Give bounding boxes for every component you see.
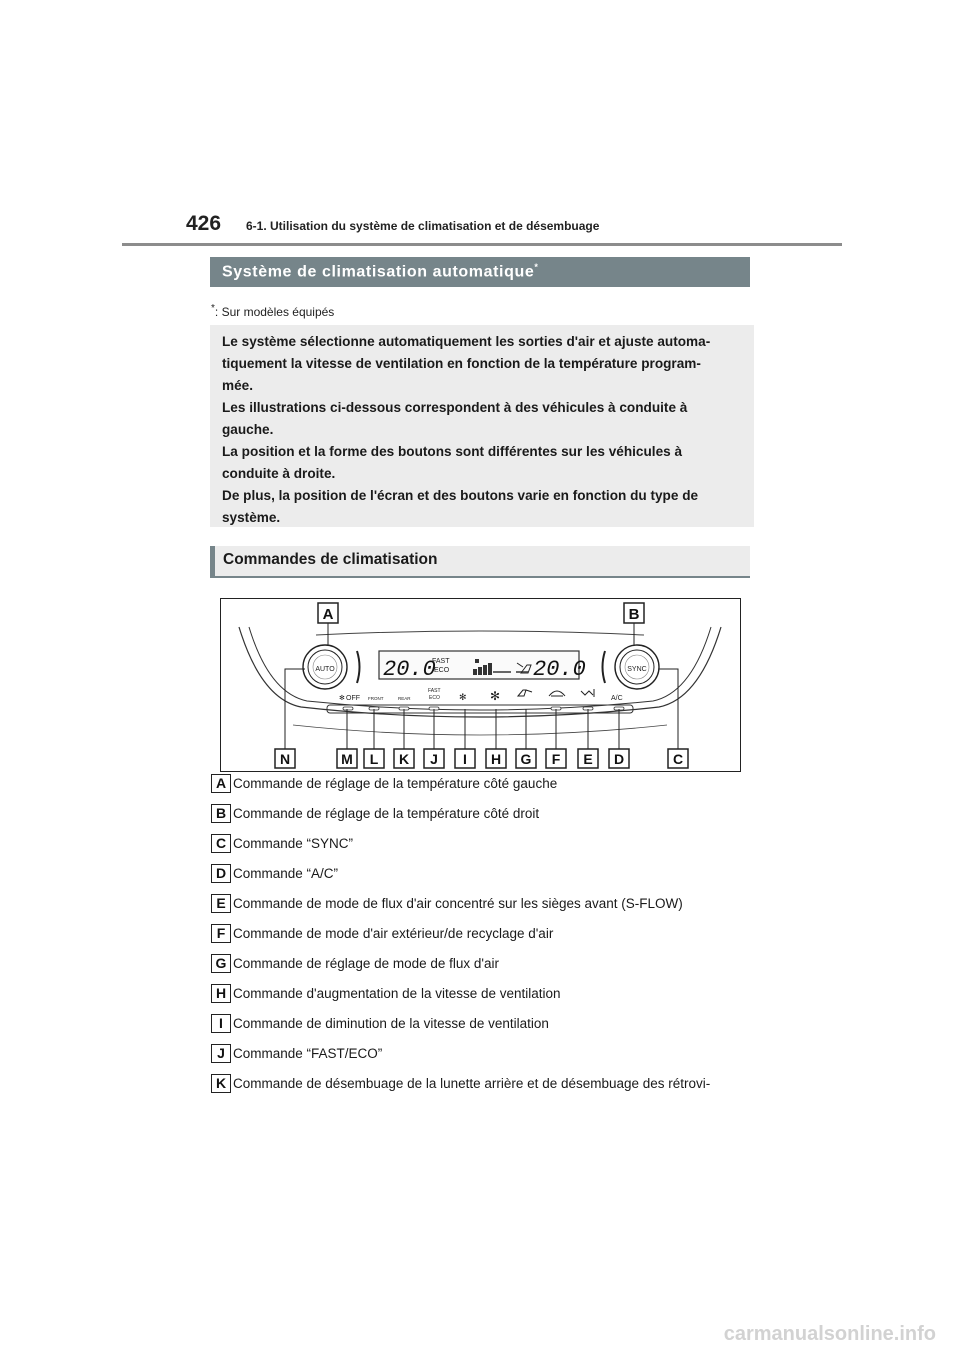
section-title-text: Système de climatisation automatique xyxy=(222,263,535,281)
callout-i: I xyxy=(463,751,467,767)
legend-letter: E xyxy=(211,894,231,913)
intro-line: système. xyxy=(222,510,281,525)
intro-line: conduite à droite. xyxy=(222,466,336,481)
recirculation-icon xyxy=(549,691,565,696)
legend-text: Commande de mode de flux d'air concentré sur les sièges avant (S-FLOW) xyxy=(233,896,683,911)
intro-line: mée. xyxy=(222,378,253,393)
legend-letter: J xyxy=(211,1044,231,1063)
btn-front-label: FRONT xyxy=(368,696,384,701)
btn-rear-label: REAR xyxy=(398,696,411,701)
intro-line: De plus, la position de l'écran et des boutons varie en fonction du type de xyxy=(222,488,699,503)
section-title-mark: * xyxy=(534,262,539,272)
legend-letter: H xyxy=(211,984,231,1003)
callout-b: B xyxy=(628,606,640,623)
callout-l: L xyxy=(369,751,379,767)
callout-f: F xyxy=(551,751,561,767)
section-title-controls: Commandes de climatisation xyxy=(210,546,750,578)
legend-letter: G xyxy=(211,954,231,973)
legend-item xyxy=(211,1044,771,1064)
legend-item xyxy=(211,834,771,854)
temp-left: 20.0 xyxy=(383,657,436,682)
callout-k: K xyxy=(398,751,410,767)
legend-text: Commande de désembuage de la lunette arrière et de désembuage des rétrovi- xyxy=(233,1076,711,1091)
right-knob-bracket xyxy=(603,651,606,683)
climate-panel-illustration xyxy=(221,599,739,770)
legend-text: Commande de diminution de la vitesse de ventilation xyxy=(233,1016,549,1031)
left-knob-bracket xyxy=(357,651,360,683)
btn-off-fan-icon: ✻ xyxy=(339,695,345,702)
callout-g: G xyxy=(520,751,532,767)
chapter-title: 6-1. Utilisation du système de climatisation et de désembuage xyxy=(246,219,600,233)
intro-line: tiquement la vitesse de ventilation en fonction de la température program- xyxy=(222,356,701,371)
legend-item xyxy=(211,864,771,884)
callout-m: M xyxy=(341,751,353,767)
btn-off-label: OFF xyxy=(346,695,360,702)
section-title-automatic-ac xyxy=(210,257,750,287)
airflow-mode-icon xyxy=(518,690,532,696)
legend-text: Commande “FAST/ECO” xyxy=(233,1046,383,1061)
panel-bottom-curve xyxy=(293,725,667,735)
legend-item xyxy=(211,924,771,944)
fan-high-icon: ✻ xyxy=(490,689,501,703)
display-eco: ECO xyxy=(434,667,450,674)
fan-low-icon: ✻ xyxy=(459,692,467,702)
panel-top-curve xyxy=(316,631,644,635)
legend-letter: I xyxy=(211,1014,231,1033)
footnote-mark: * xyxy=(211,303,215,314)
callout-d: D xyxy=(613,751,625,767)
climate-control-figure xyxy=(220,598,741,772)
legend-text: Commande de réglage de la température côté gauche xyxy=(233,776,558,791)
footnote-text: : Sur modèles équipés xyxy=(214,305,335,319)
display-fast: FAST xyxy=(432,658,450,665)
btn-fast-label: FAST xyxy=(428,688,441,694)
legend-text: Commande d'augmentation de la vitesse de ventilation xyxy=(233,986,561,1001)
auto-knob-label: AUTO xyxy=(315,666,335,673)
legend-item xyxy=(211,804,771,824)
callout-boxes-bottom xyxy=(275,749,688,768)
legend-letter: A xyxy=(211,774,231,793)
legend-text: Commande “SYNC” xyxy=(233,836,354,851)
legend-item xyxy=(211,1074,771,1094)
intro-line: La position et la forme des boutons sont différentes sur les véhicules à xyxy=(222,444,683,459)
legend-letter: K xyxy=(211,1074,231,1093)
legend-letter: D xyxy=(211,864,231,883)
legend-text: Commande “A/C” xyxy=(233,866,339,881)
legend-letter: B xyxy=(211,804,231,823)
btn-ac-label: A/C xyxy=(611,695,623,702)
sync-knob-label: SYNC xyxy=(627,666,647,673)
intro-line: gauche. xyxy=(222,422,274,437)
legend-item xyxy=(211,984,771,1004)
callout-e: E xyxy=(583,751,593,767)
callout-a: A xyxy=(322,606,334,623)
intro-line: Le système sélectionne automatiquement les sorties d'air et ajuste automa- xyxy=(222,334,711,349)
legend-letter: F xyxy=(211,924,231,943)
legend-item xyxy=(211,894,771,914)
callout-c: C xyxy=(672,751,684,767)
callout-h: H xyxy=(490,751,502,767)
legend-letter: C xyxy=(211,834,231,853)
btn-eco-label: ECO xyxy=(429,695,440,701)
legend-text: Commande de réglage de mode de flux d'air xyxy=(233,956,499,971)
header-rule xyxy=(122,243,842,246)
legend-item xyxy=(211,1014,771,1034)
legend-item xyxy=(211,954,771,974)
intro-box xyxy=(210,325,754,527)
s-flow-icon xyxy=(581,689,594,697)
callout-n: N xyxy=(279,751,291,767)
intro-line: Les illustrations ci-dessous correspondent à des véhicules à conduite à xyxy=(222,400,688,415)
watermark: carmanualsonline.info xyxy=(723,1323,936,1345)
legend-text: Commande de mode d'air extérieur/de recyclage d'air xyxy=(233,926,554,941)
legend-item xyxy=(211,774,771,794)
footnote xyxy=(211,303,334,319)
legend-text: Commande de réglage de la température côté droit xyxy=(233,806,540,821)
temp-right: 20.0 xyxy=(533,657,586,682)
page-number: 426 xyxy=(186,212,222,235)
callout-j: J xyxy=(430,751,438,767)
